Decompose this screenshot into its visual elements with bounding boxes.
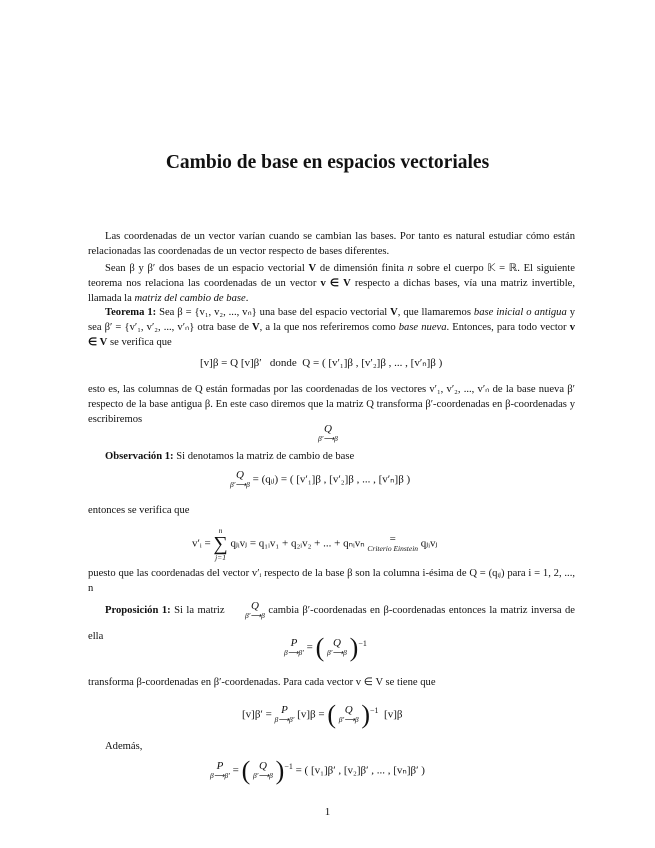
p-sub-2: β⟶β′ — [274, 715, 295, 724]
eq5-mid: [v]β = — [297, 708, 325, 721]
text-run: matriz del cambio de base — [134, 292, 246, 304]
equation-sum — [192, 526, 437, 562]
einstein-eq: = — [389, 533, 396, 545]
equation-change-of-base — [200, 356, 442, 369]
observation-label: Observación 1: — [105, 451, 174, 462]
text-run: n — [407, 263, 413, 274]
q-sub-6: β′⟶β — [253, 771, 273, 780]
text-run: V — [390, 307, 398, 318]
text-run: respecto a dichas bases, vía una matriz invertible, llamada la — [88, 277, 575, 304]
p-top-3: P — [216, 760, 224, 772]
p-top-2: P — [281, 704, 288, 716]
paren-left-3: ( — [241, 756, 251, 785]
p-sub-3: β⟶β′ — [210, 771, 230, 780]
q-top-5: Q — [344, 704, 353, 716]
eq5-lhs: [v]β′ = — [242, 708, 272, 721]
text-run: , que llamaremos — [397, 307, 474, 318]
paren-left: ( — [315, 633, 325, 662]
observation-1 — [88, 450, 575, 465]
theorem-1 — [88, 306, 575, 350]
paren-right-2: ) — [361, 700, 371, 729]
text-run: , a la que nos referiremos como — [259, 321, 399, 333]
eq-rhs: Q = ( [v′₁]β , [v′₂]β , ... , [v′ₙ]β ) — [302, 357, 443, 369]
q-top-3: Q — [250, 599, 259, 612]
eq-qij: = (qᵢⱼ) = — [252, 473, 288, 486]
text-run: base nueva — [398, 321, 447, 333]
text-run: de dimensión finita — [316, 263, 408, 274]
paragraph-columna: puesto que las coordenadas del vector v′ᵢ respecto de la base β son la columna i-ésima de Q = (qᵢⱼ) para i = 1, 2, ..., n — [88, 568, 575, 594]
einstein-note: Criterio Einstein — [367, 544, 419, 553]
paren-right-3: ) — [275, 756, 285, 785]
text-run: . — [245, 292, 249, 304]
text-run: Si la matriz — [170, 605, 229, 616]
q-top-2: Q — [235, 469, 244, 481]
p-top: P — [290, 637, 298, 649]
q-sub-3: β′⟶β — [245, 610, 265, 620]
paragraph-verifica: entonces se verifica que — [88, 505, 190, 516]
text-run: Si denotamos la matriz de cambio de base — [173, 451, 355, 462]
sum-body: qⱼᵢvⱼ = q₁ᵢv₁ + q₂ᵢv₂ + ... + qₙᵢvₙ — [230, 537, 365, 550]
page-title: Cambio de base en espacios vectoriales — [165, 152, 490, 173]
sum-bottom: j=1 — [215, 553, 226, 562]
text-run: se verifica que — [107, 336, 172, 348]
eq-sign: = — [306, 641, 313, 654]
text-run: v ∈ V — [88, 321, 575, 348]
text-run: cambia β′-coordenadas en β-coordenadas entonces la matriz inversa de ella — [88, 605, 575, 642]
text-run: v ∈ V — [320, 277, 351, 289]
inverse-exponent-2: −1 — [370, 705, 379, 715]
q-top-4: Q — [332, 637, 341, 649]
paren-right: ) — [349, 633, 359, 662]
equation-coordinates — [242, 700, 402, 730]
q-sub-5: β′⟶β — [338, 715, 359, 724]
eq-columns: ( [v′₁]β , [v′₂]β , ... , [v′ₙ]β ) — [289, 473, 411, 486]
q-top: Q — [323, 423, 332, 435]
paragraph-ademas: Además, — [105, 741, 143, 752]
intro-paragraph: Las coordenadas de un vector varían cuando se cambian las bases. Por tanto es natural estudiar cómo están relacionadas las coordenadas de un vector respecto de bases diferentes. — [88, 231, 575, 257]
page-number: 1 — [324, 806, 331, 818]
eq6-rhs: = ( [v₁]β′ , [v₂]β′ , ... , [vₙ]β′ ) — [295, 764, 425, 777]
theorem-label: Teorema 1: — [105, 307, 157, 318]
text-run: . Entonces, para todo vector — [446, 321, 570, 333]
equation-p-inverse — [284, 633, 367, 663]
proposition-label: Proposición 1: — [105, 605, 171, 616]
text-run: base inicial o antigua — [473, 307, 567, 318]
sum-lhs: v′ᵢ = — [192, 537, 211, 550]
inverse-exponent-3: −1 — [284, 761, 293, 771]
paragraph-columns: esto es, las columnas de Q están formadas por las coordenadas de los vectores v′₁, v′₂, ..., v′ₙ de la base nueva β′ respecto de la base antigua β. En este caso diremos que la matriz Q transforma β′-coordenadas en β-coordenadas y escribiremos — [88, 384, 575, 425]
equation-q-matrix — [230, 470, 410, 490]
text-run: sobre el cuerpo 𝕂 = ℝ. El siguiente teorema nos relaciona las coordenadas de un vector — [88, 263, 575, 289]
paragraph-bases — [88, 262, 575, 306]
eq-sign-2: = — [232, 764, 239, 777]
paragraph-transforma: transforma β-coordenadas en β′-coordenadas. Para cada vector v ∈ V se tiene que — [88, 677, 436, 688]
paren-left-2: ( — [327, 700, 336, 729]
sum-rhs: qⱼᵢvⱼ — [420, 537, 438, 550]
text-run: Sea β = {v₁, v₂, ..., vₙ} una base del espacio vectorial — [156, 307, 391, 318]
sum-symbol — [213, 526, 227, 562]
text-run: V — [252, 321, 260, 333]
text-run: y sea β′ = {v′₁, v′₂, ..., v′ₙ} otra base de — [88, 307, 575, 333]
p-sub: β⟶β′ — [284, 648, 304, 657]
q-sub: β′⟶β — [318, 434, 338, 443]
text-run: Sean β y β′ dos bases de un espacio vectorial — [105, 263, 309, 274]
q-sub-2: β′⟶β — [230, 480, 250, 489]
inverse-exponent: −1 — [358, 638, 367, 648]
q-symbol — [318, 424, 338, 444]
q-top-6: Q — [258, 760, 267, 772]
sigma-icon: ∑ — [213, 533, 228, 555]
text-run: V — [308, 263, 317, 274]
eq5-rhs: [v]β — [384, 708, 403, 721]
equation-p-columns — [210, 756, 425, 786]
sum-top: n — [218, 526, 223, 535]
eq-donde: donde — [269, 357, 297, 369]
eq-lhs: [v]β = Q [v]β′ — [200, 357, 262, 369]
q-sub-4: β′⟶β — [327, 648, 347, 657]
